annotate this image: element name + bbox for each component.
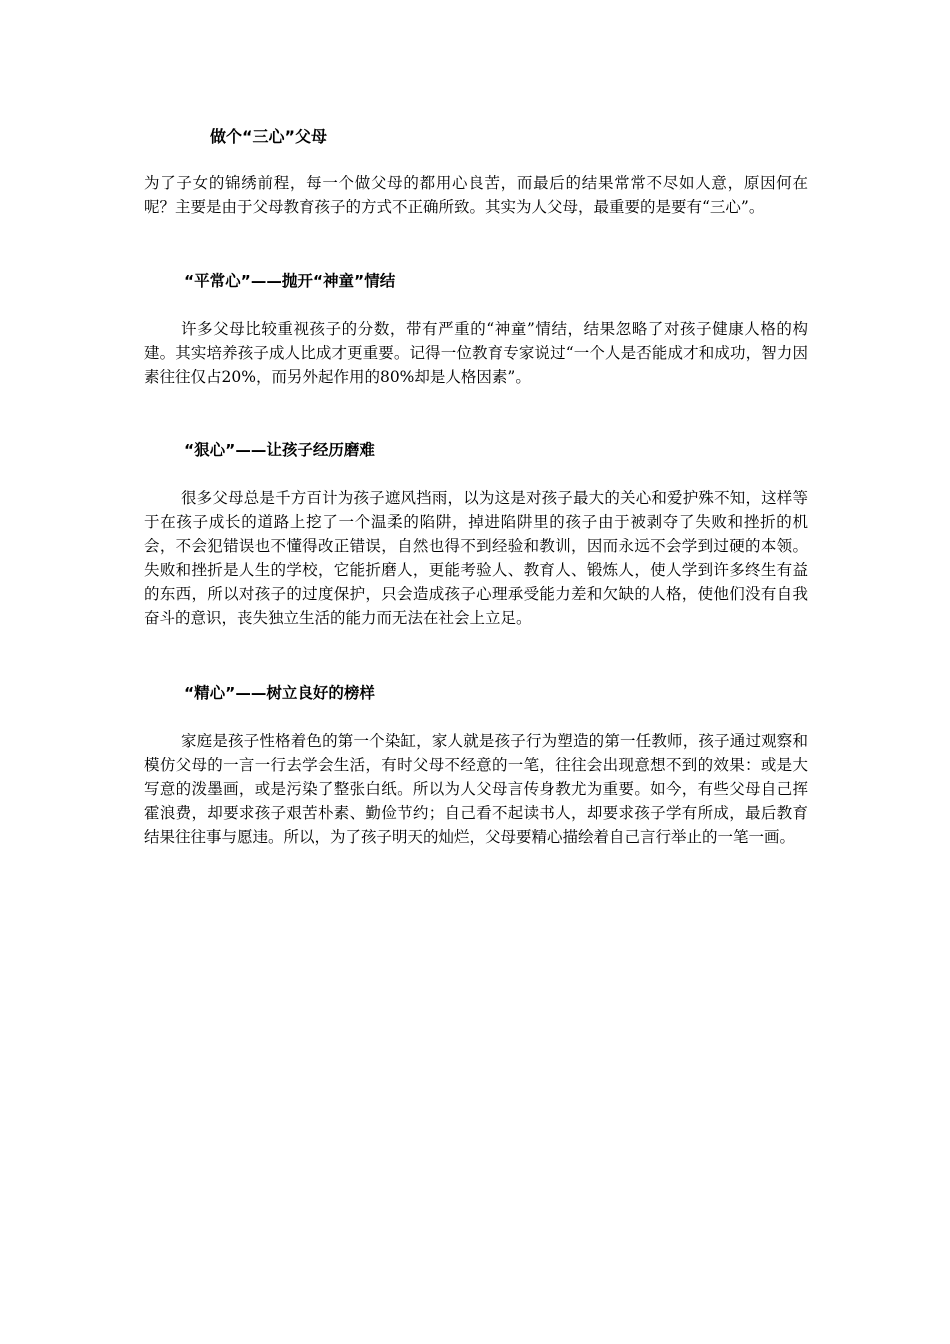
intro-paragraph: 为了子女的锦绣前程，每一个做父母的都用心良苦，而最后的结果常常不尽如人意，原因何在呢？主要是由于父母教育孩子的方式不正确所致。其实为人父母，最重要的是要有“三心”。 — [144, 174, 808, 216]
section-body-careful-heart: 家庭是孩子性格着色的第一个染缸，家人就是孩子行为塑造的第一任教师，孩子通过观察和模仿父母的一言一行去学会生活，有时父母不经意的一笔，往往会出现意想不到的效果：或是大写意的泼墨画，或是污染了整张白纸。所以为人父母言传身教尤为重要。如今，有些父母自己挥霍浪费，却要求孩子艰苦朴素、勤俭节约；自己看不起读书人，却要求孩子学有所成，最后教育结果往往事与愿违。所以，为了孩子明天的灿烂，父母要精心描绘着自己言行举止的一笔一画。 — [144, 732, 808, 846]
section-body-tough-heart: 很多父母总是千方百计为孩子遮风挡雨，以为这是对孩子最大的关心和爱护殊不知，这样等于在孩子成长的道路上挖了一个温柔的陷阱，掉进陷阱里的孩子由于被剥夺了失败和挫折的机会，不会犯错误也不懂得改正错误，自然也得不到经验和教训，因而永远不会学到过硬的本领。失败和挫折是人生的学校，它能折磨人，更能考验人、教育人、锻炼人，使人学到许多终生有益的东西，所以对孩子的过度保护，只会造成孩子心理承受能力差和欠缺的人格，使他们没有自我奋斗的意识，丧失独立生活的能力而无法在社会上立足。 — [144, 489, 808, 627]
section-heading-careful-heart: “精心”——树立良好的榜样 — [184, 684, 375, 702]
document-title: 做个“三心”父母 — [210, 127, 328, 146]
section-body-ordinary-heart: 许多父母比较重视孩子的分数，带有严重的“神童”情结，结果忽略了对孩子健康人格的构建。其实培养孩子成人比成才更重要。记得一位教育专家说过“一个人是否能成才和成功，智力因素往往仅占20%，而另外起作用的80%却是人格因素”。 — [144, 320, 808, 386]
section-heading-tough-heart: “狠心”——让孩子经历磨难 — [184, 441, 375, 459]
section-heading-ordinary-heart: “平常心”——抛开“神童”情结 — [184, 272, 396, 290]
